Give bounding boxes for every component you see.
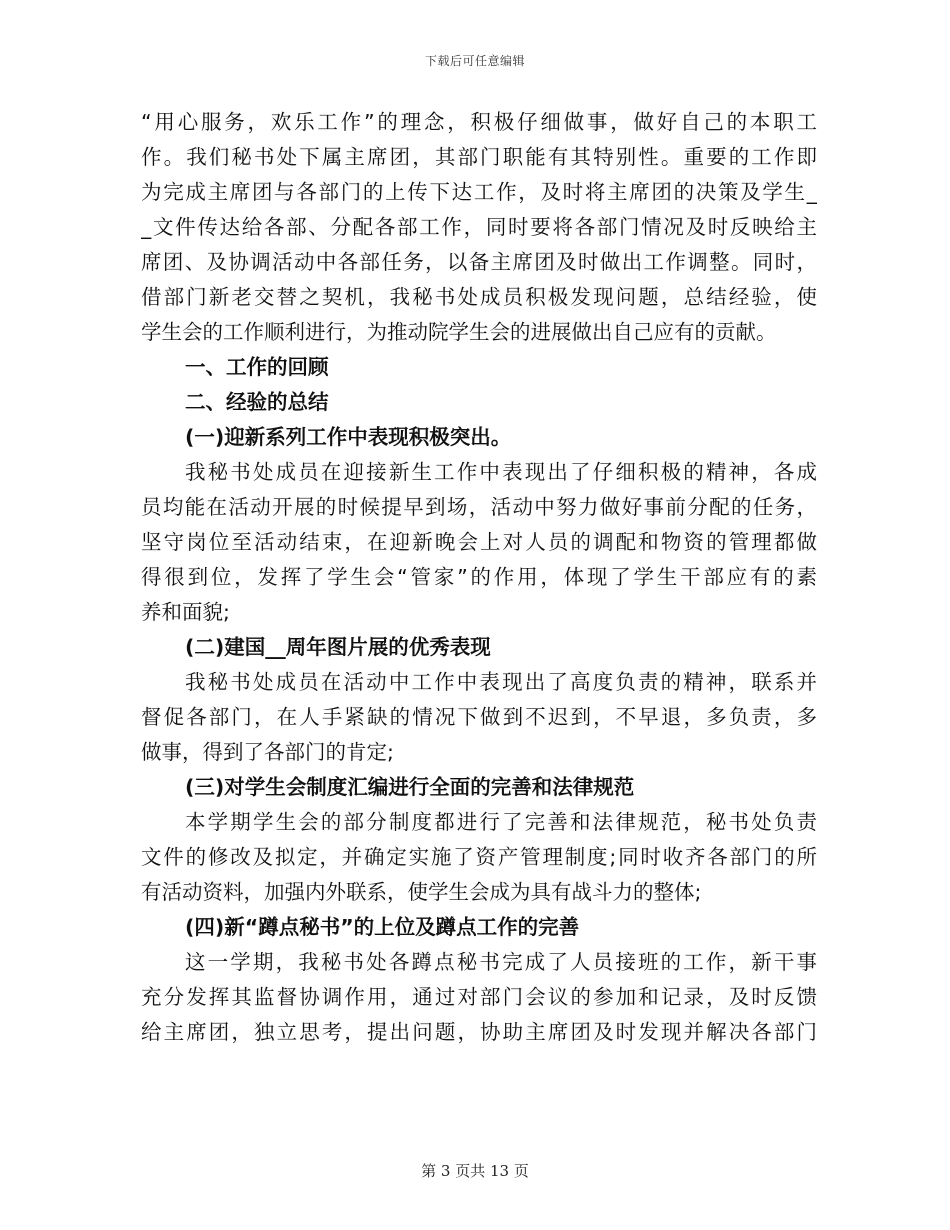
paragraph-line: 得很到位，发挥了学生会“管家”的作用，体现了学生干部应有的素 bbox=[141, 565, 817, 589]
document-body bbox=[141, 105, 817, 1050]
paragraph-line: 我秘书处成员在迎接新生工作中表现出了仔细积极的精神，各成 bbox=[185, 460, 817, 484]
page-footer: 第 3 页共 13 页 bbox=[421, 1162, 529, 1180]
paragraph-line: 做事，得到了各部门的肯定; bbox=[141, 740, 394, 764]
subsection-heading: (一)迎新系列工作中表现积极突出。 bbox=[185, 425, 512, 449]
paragraph-line: 养和面貌; bbox=[141, 600, 230, 624]
subsection-heading: (四)新“蹲点秘书”的上位及蹲点工作的完善 bbox=[185, 915, 580, 939]
subsection-heading: (二)建国__周年图片展的优秀表现 bbox=[185, 635, 491, 659]
paragraph-line: 这一学期，我秘书处各蹲点秘书完成了人员接班的工作，新干事 bbox=[185, 950, 817, 974]
paragraph-line: 为完成主席团与各部门的上传下达工作，及时将主席团的决策及学生_ bbox=[141, 180, 817, 204]
paragraph-line: 员均能在活动开展的时候提早到场，活动中努力做好事前分配的任务， bbox=[141, 495, 817, 519]
paragraph-line: 学生会的工作顺利进行，为推动院学生会的进展做出自己应有的贡献。 bbox=[141, 320, 777, 344]
paragraph-line: 有活动资料，加强内外联系，使学生会成为具有战斗力的整体; bbox=[141, 880, 702, 904]
section-heading: 一、工作的回顾 bbox=[185, 355, 329, 379]
paragraph-line: 文件的修改及拟定，并确定实施了资产管理制度;同时收齐各部门的所 bbox=[141, 845, 817, 869]
paragraph-line: _文件传达给各部、分配各部工作，同时要将各部门情况及时反映给主 bbox=[141, 215, 817, 239]
paragraph-line: 借部门新老交替之契机，我秘书处成员积极发现问题，总结经验，使 bbox=[141, 285, 817, 309]
paragraph-line: 作。我们秘书处下属主席团，其部门职能有其特别性。重要的工作即 bbox=[141, 145, 817, 169]
subsection-heading: (三)对学生会制度汇编进行全面的完善和法律规范 bbox=[185, 775, 635, 799]
paragraph-line: 席团、及协调活动中各部任务，以备主席团及时做出工作调整。同时， bbox=[141, 250, 817, 274]
paragraph-line: 督促各部门，在人手紧缺的情况下做到不迟到，不早退，多负责，多 bbox=[141, 705, 817, 729]
paragraph-line: 我秘书处成员在活动中工作中表现出了高度负责的精神，联系并 bbox=[185, 670, 817, 694]
paragraph-line: 本学期学生会的部分制度都进行了完善和法律规范，秘书处负责 bbox=[185, 810, 817, 834]
paragraph-line: “用心服务，欢乐工作”的理念，积极仔细做事，做好自己的本职工 bbox=[141, 110, 817, 134]
section-heading: 二、经验的总结 bbox=[185, 390, 329, 414]
paragraph-line: 坚守岗位至活动结束，在迎新晚会上对人员的调配和物资的管理都做 bbox=[141, 530, 817, 554]
paragraph-line: 给主席团，独立思考，提出问题，协助主席团及时发现并解决各部门 bbox=[141, 1020, 817, 1044]
paragraph-line: 充分发挥其监督协调作用，通过对部门会议的参加和记录，及时反馈 bbox=[141, 985, 817, 1009]
page-header: 下载后可任意编辑 bbox=[424, 54, 525, 68]
